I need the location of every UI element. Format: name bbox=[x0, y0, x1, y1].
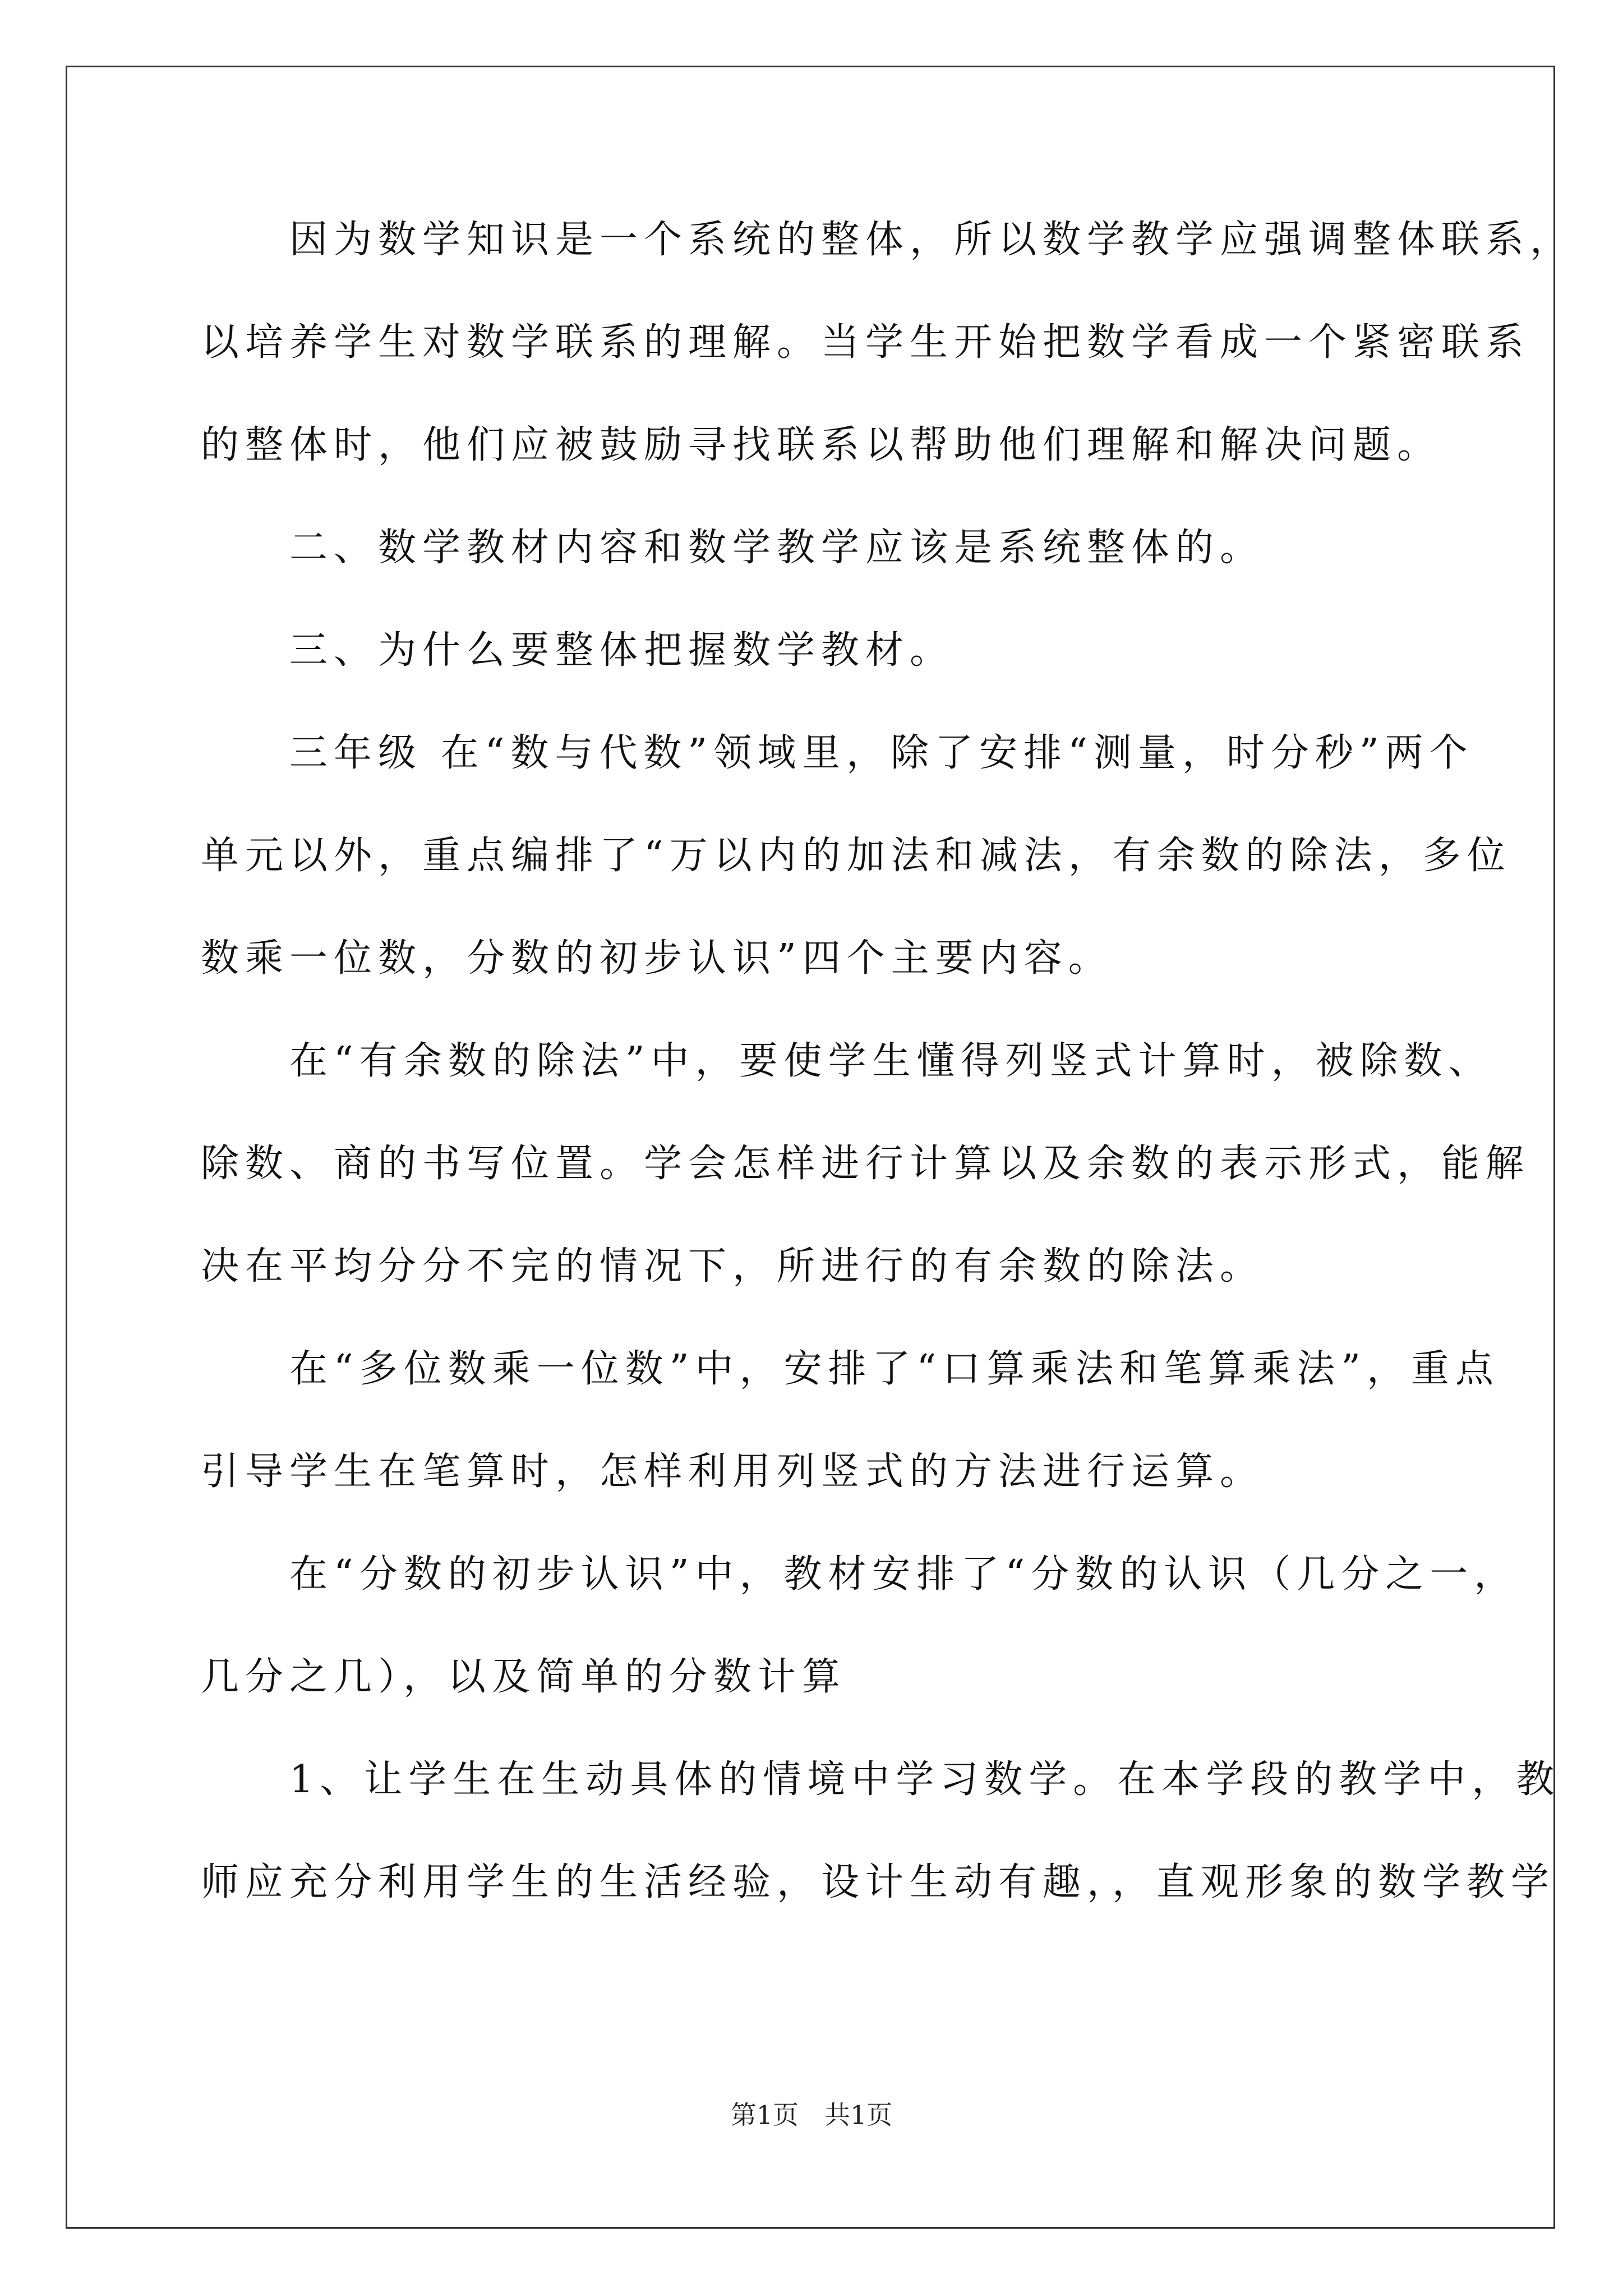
text-line: 三年级 在“数与代数”领域里，除了安排“测量，时分秒”两个 bbox=[201, 731, 1474, 775]
text-line: 在“分数的初步认识”中，教材安排了“分数的认识（几分之一， bbox=[201, 1552, 1519, 1596]
text-line: 以培养学生对数学联系的理解。当学生开始把数学看成一个紧密联系 bbox=[201, 320, 1530, 365]
text-line: 几分之几），以及简单的分数计算 bbox=[201, 1655, 847, 1699]
text-line: 数乘一位数，分数的初步认识”四个主要内容。 bbox=[201, 936, 1113, 981]
text-line: 因为数学知识是一个系统的整体，所以数学教学应强调整体联系， bbox=[201, 218, 1575, 262]
text-line: 除数、商的书写位置。学会怎样进行计算以及余数的表示形式，能解 bbox=[201, 1142, 1530, 1186]
text-line: 在“有余数的除法”中，要使学生懂得列竖式计算时，被除数、 bbox=[201, 1039, 1493, 1083]
page-total: 共1页 bbox=[824, 2100, 893, 2130]
text-line: 师应充分利用学生的生活经验，设计生动有趣，，直观形象的数学教学 bbox=[201, 1860, 1556, 1904]
text-line: 在“多位数乘一位数”中，安排了“口算乘法和笔算乘法”，重点 bbox=[201, 1347, 1500, 1391]
text-line: 单元以外，重点编排了“万以内的加法和减法，有余数的除法，多位 bbox=[201, 834, 1511, 878]
text-line: 决在平均分分不完的情况下，所进行的有余数的除法。 bbox=[201, 1244, 1265, 1289]
text-line: 二、数学教材内容和数学教学应该是系统整体的。 bbox=[201, 526, 1265, 570]
text-line: 三、为什么要整体把握数学教材。 bbox=[201, 628, 955, 673]
text-line: 的整体时，他们应被鼓励寻找联系以帮助他们理解和解决问题。 bbox=[201, 423, 1442, 467]
page-footer bbox=[0, 2099, 1623, 2131]
page-number: 第1页 bbox=[730, 2100, 799, 2130]
text-line: 引导学生在笔算时，怎样利用列竖式的方法进行运算。 bbox=[201, 1450, 1265, 1494]
text-line: 1、让学生在生动具体的情境中学习数学。在本学段的教学中，教 bbox=[201, 1757, 1561, 1802]
